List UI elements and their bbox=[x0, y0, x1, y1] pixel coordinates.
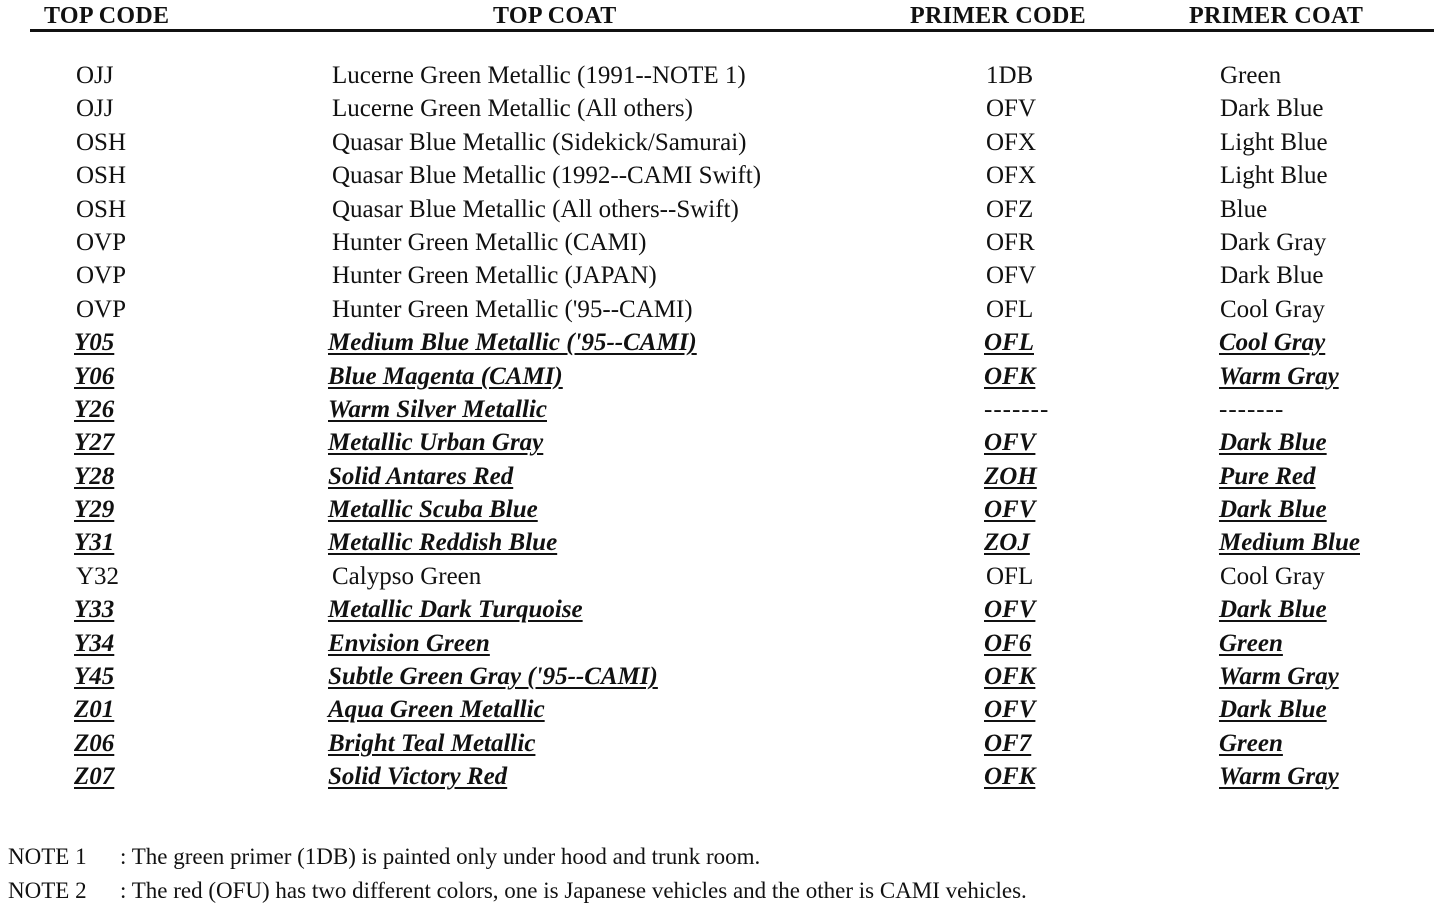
top-code-cell: Y32 bbox=[76, 562, 120, 590]
primer-coat-cell: Dark Gray bbox=[1220, 228, 1327, 256]
top-coat-cell: Metallic Reddish Blue bbox=[328, 529, 558, 557]
primer-coat-cell: Cool Gray bbox=[1220, 562, 1325, 590]
top-coat-cell: Quasar Blue Metallic (All others--Swift) bbox=[332, 195, 739, 223]
top-coat-cell: Solid Antares Red bbox=[328, 462, 514, 490]
primer-coat-cell: Dark Blue bbox=[1220, 262, 1324, 290]
top-coat-cell: Calypso Green bbox=[332, 562, 482, 590]
primer-code-cell: OFZ bbox=[986, 195, 1034, 223]
primer-code-cell: OFK bbox=[984, 763, 1036, 791]
table-row bbox=[0, 526, 1440, 559]
top-code-cell: OJJ bbox=[76, 62, 114, 89]
table-row bbox=[0, 493, 1440, 526]
top-coat-cell: Metallic Dark Turquoise bbox=[328, 596, 583, 624]
primer-coat-cell: Cool Gray bbox=[1220, 295, 1325, 323]
table-row bbox=[0, 226, 1440, 259]
primer-code-cell: ZOH bbox=[984, 462, 1037, 490]
primer-coat-cell: Green bbox=[1219, 629, 1283, 657]
table-row bbox=[0, 92, 1440, 125]
top-coat-cell: Subtle Green Gray ('95--CAMI) bbox=[328, 663, 658, 691]
primer-code-cell: OFK bbox=[984, 663, 1036, 691]
top-code-cell: Y28 bbox=[74, 462, 115, 490]
primer-code-cell: OFV bbox=[984, 496, 1036, 524]
top-coat-cell: Solid Victory Red bbox=[328, 763, 508, 791]
primer-code-cell: ZOJ bbox=[984, 529, 1030, 557]
table-row bbox=[0, 760, 1440, 793]
primer-coat-cell: Cool Gray bbox=[1219, 329, 1326, 357]
top-code-cell: Y34 bbox=[74, 629, 115, 657]
top-coat-cell: Bright Teal Metallic bbox=[328, 729, 536, 757]
top-code-cell: Y26 bbox=[74, 395, 115, 423]
primer-coat-cell: Dark Blue bbox=[1220, 95, 1324, 123]
table-row bbox=[0, 326, 1440, 359]
primer-code-cell: 1DB bbox=[986, 62, 1034, 89]
header-primer-coat: PRIMER COAT bbox=[1189, 3, 1364, 29]
top-code-cell: Y27 bbox=[74, 429, 115, 457]
table-row bbox=[0, 460, 1440, 493]
table-row bbox=[0, 159, 1440, 192]
header-top-code: TOP CODE bbox=[44, 3, 170, 29]
table-row bbox=[0, 727, 1440, 760]
top-coat-cell: Blue Magenta (CAMI) bbox=[328, 362, 563, 390]
primer-coat-cell: Dark Blue bbox=[1219, 596, 1327, 624]
table-row bbox=[0, 627, 1440, 660]
primer-coat-cell: Warm Gray bbox=[1219, 362, 1339, 390]
header-top-coat: TOP COAT bbox=[493, 3, 617, 29]
top-code-cell: OSH bbox=[76, 128, 127, 156]
top-coat-cell: Hunter Green Metallic (CAMI) bbox=[332, 228, 647, 256]
primer-coat-cell: ------- bbox=[1219, 395, 1285, 423]
top-coat-cell: Metallic Scuba Blue bbox=[328, 496, 538, 524]
table-row bbox=[0, 593, 1440, 626]
note-text: : The green primer (1DB) is painted only under hood and trunk room. bbox=[120, 844, 761, 869]
top-code-cell: Y31 bbox=[74, 529, 115, 557]
top-coat-cell: Quasar Blue Metallic (Sidekick/Samurai) bbox=[332, 128, 747, 156]
top-code-cell: Z06 bbox=[74, 729, 115, 757]
primer-code-cell: OFV bbox=[984, 696, 1036, 724]
table-row bbox=[0, 560, 1440, 593]
primer-coat-cell: Medium Blue bbox=[1219, 529, 1360, 557]
top-code-cell: OVP bbox=[76, 262, 127, 290]
primer-code-cell: OFK bbox=[984, 362, 1036, 390]
table-row bbox=[0, 660, 1440, 693]
primer-code-cell: OFV bbox=[984, 429, 1036, 457]
table-row bbox=[0, 193, 1440, 226]
top-code-cell: Z07 bbox=[74, 763, 115, 791]
top-code-cell: OVP bbox=[76, 295, 127, 323]
top-code-cell: Y06 bbox=[74, 362, 115, 390]
top-coat-cell: Hunter Green Metallic ('95--CAMI) bbox=[332, 295, 693, 323]
primer-coat-cell: Light Blue bbox=[1220, 162, 1328, 190]
primer-code-cell: OFL bbox=[984, 329, 1034, 357]
top-coat-cell: Quasar Blue Metallic (1992--CAMI Swift) bbox=[332, 162, 762, 190]
note-text: : The red (OFU) has two different colors, one is Japanese vehicles and the other is CAMI vehicles. bbox=[120, 878, 1027, 903]
primer-code-cell: OFR bbox=[986, 228, 1035, 256]
table-row bbox=[0, 293, 1440, 326]
top-code-cell: Y33 bbox=[74, 596, 115, 624]
primer-code-cell: OFL bbox=[986, 295, 1034, 323]
header-primer-code: PRIMER CODE bbox=[910, 3, 1086, 29]
table-row bbox=[0, 393, 1440, 426]
primer-code-cell: OFL bbox=[986, 562, 1034, 590]
notes-section bbox=[8, 840, 1428, 908]
top-code-cell: Y29 bbox=[74, 496, 115, 524]
paint-code-table bbox=[0, 59, 1440, 794]
top-coat-cell: Aqua Green Metallic bbox=[328, 696, 545, 724]
primer-coat-cell: Light Blue bbox=[1220, 128, 1328, 156]
top-code-cell: OSH bbox=[76, 195, 127, 223]
table-row bbox=[0, 360, 1440, 393]
top-coat-cell: Lucerne Green Metallic (1991--NOTE 1) bbox=[332, 62, 746, 89]
top-coat-cell: Warm Silver Metallic bbox=[328, 395, 547, 423]
header-underline bbox=[30, 29, 1434, 32]
primer-coat-cell: Dark Blue bbox=[1219, 496, 1327, 524]
primer-coat-cell: Warm Gray bbox=[1219, 763, 1339, 791]
table-row bbox=[0, 259, 1440, 292]
top-coat-cell: Medium Blue Metallic ('95--CAMI) bbox=[328, 329, 697, 357]
primer-coat-cell: Warm Gray bbox=[1219, 663, 1339, 691]
primer-code-cell: OF6 bbox=[984, 629, 1032, 657]
primer-code-cell: OFV bbox=[986, 95, 1037, 123]
top-coat-cell: Envision Green bbox=[328, 629, 490, 657]
primer-coat-cell: Green bbox=[1220, 62, 1282, 89]
primer-coat-cell: Green bbox=[1219, 729, 1283, 757]
primer-coat-cell: Dark Blue bbox=[1219, 429, 1327, 457]
table-row bbox=[0, 126, 1440, 159]
primer-code-cell: OFV bbox=[984, 596, 1036, 624]
top-coat-cell: Hunter Green Metallic (JAPAN) bbox=[332, 262, 657, 290]
top-code-cell: OJJ bbox=[76, 95, 114, 123]
primer-code-cell: OFX bbox=[986, 128, 1037, 156]
top-coat-cell: Metallic Urban Gray bbox=[328, 429, 544, 457]
top-code-cell: OSH bbox=[76, 162, 127, 190]
note-line bbox=[8, 874, 1428, 908]
note-label: NOTE 1 bbox=[8, 844, 87, 869]
primer-code-cell: ------- bbox=[984, 395, 1050, 423]
primer-coat-cell: Pure Red bbox=[1219, 462, 1316, 490]
top-code-cell: OVP bbox=[76, 228, 127, 256]
primer-coat-cell: Blue bbox=[1220, 195, 1268, 223]
top-code-cell: Y45 bbox=[74, 663, 115, 691]
note-label: NOTE 2 bbox=[8, 878, 87, 903]
primer-coat-cell: Dark Blue bbox=[1219, 696, 1327, 724]
table-row bbox=[0, 693, 1440, 726]
primer-code-cell: OFV bbox=[986, 262, 1037, 290]
primer-code-cell: OF7 bbox=[984, 729, 1032, 757]
top-code-cell: Y05 bbox=[74, 329, 115, 357]
table-row bbox=[0, 426, 1440, 459]
table-row bbox=[0, 59, 1440, 92]
note-line bbox=[8, 840, 1428, 874]
top-coat-cell: Lucerne Green Metallic (All others) bbox=[332, 95, 693, 123]
top-code-cell: Z01 bbox=[74, 696, 115, 724]
primer-code-cell: OFX bbox=[986, 162, 1037, 190]
